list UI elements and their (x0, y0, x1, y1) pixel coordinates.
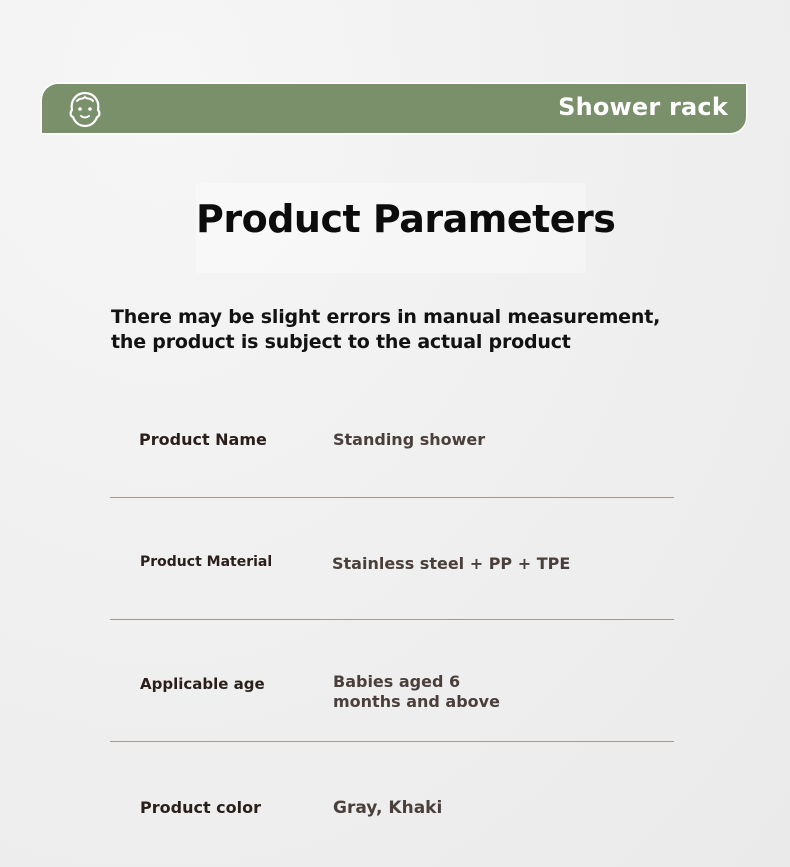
param-label: Product Name (139, 430, 267, 449)
divider (110, 741, 674, 742)
param-row-age (110, 672, 674, 722)
param-row-name (110, 430, 674, 470)
param-value: Babies aged 6 months and above (333, 672, 500, 711)
divider (110, 619, 674, 620)
divider (110, 497, 674, 498)
param-value: Stainless steel + PP + TPE (332, 554, 571, 573)
page-title: Product Parameters (196, 197, 616, 241)
param-label: Product color (140, 798, 261, 817)
header-banner (42, 84, 746, 133)
param-label: Product Material (140, 554, 273, 570)
param-value: Gray, Khaki (333, 798, 443, 818)
banner-title: Shower rack (558, 93, 728, 121)
param-row-material (110, 554, 674, 594)
baby-face-icon (64, 88, 106, 130)
measurement-note: There may be slight errors in manual measurement, the product is subject to the actual product (111, 306, 661, 353)
param-row-color (110, 798, 674, 838)
param-label: Applicable age (140, 675, 265, 693)
param-value: Standing shower (333, 430, 486, 449)
